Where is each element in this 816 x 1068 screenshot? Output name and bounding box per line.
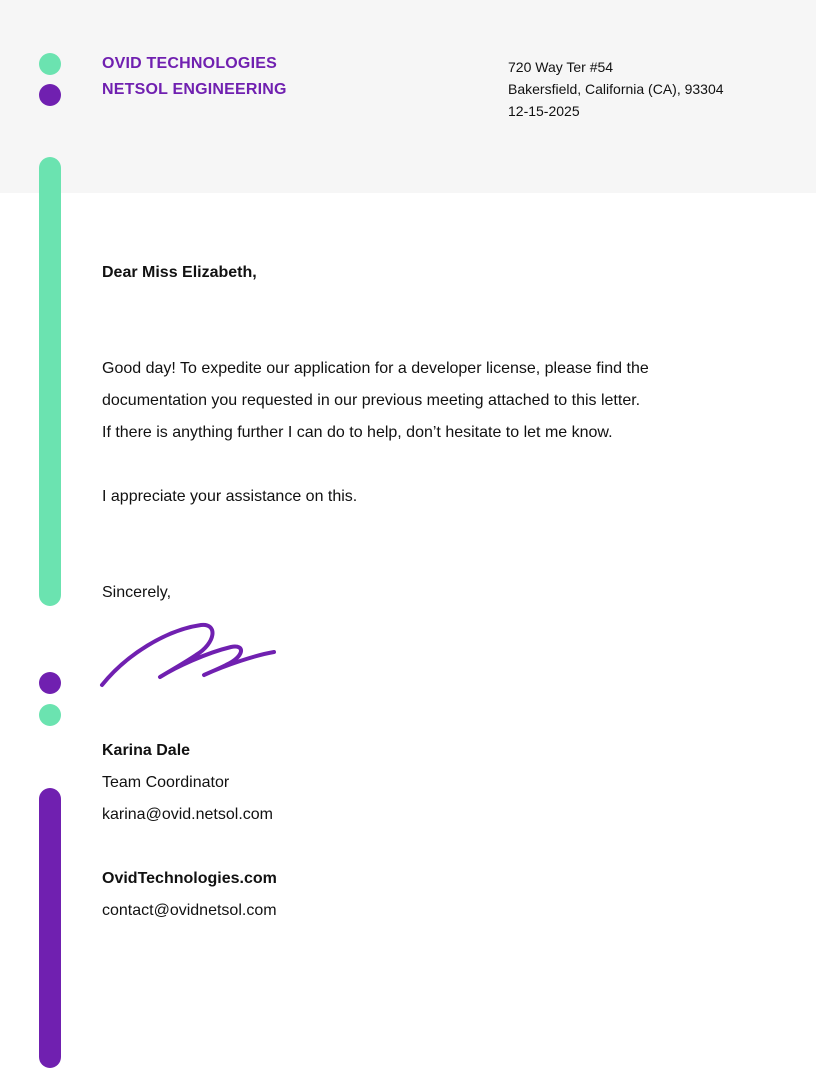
closing: Sincerely, xyxy=(102,584,172,601)
signer-name: Karina Dale xyxy=(102,742,191,759)
company-name-line1: OVID TECHNOLOGIES xyxy=(102,55,277,72)
purple-dot-bottom xyxy=(39,672,61,694)
company-email[interactable]: contact@ovidnetsol.com xyxy=(102,902,277,919)
address-line-2: Bakersfield, California (CA), 93304 xyxy=(508,81,724,97)
address-line-1: 720 Way Ter #54 xyxy=(508,59,614,75)
purple-accent-bar xyxy=(39,788,61,1068)
green-dot-top xyxy=(39,53,61,75)
company-name-line2: NETSOL ENGINEERING xyxy=(102,81,287,98)
signer-title: Team Coordinator xyxy=(102,774,230,791)
signature-stroke xyxy=(102,625,274,685)
salutation: Dear Miss Elizabeth, xyxy=(102,264,257,281)
body-line: If there is anything further I can do to help, don’t hesitate to let me know. xyxy=(102,424,613,441)
signer-email[interactable]: karina@ovid.netsol.com xyxy=(102,806,273,823)
body-line: Good day! To expedite our application for a developer license, please find the xyxy=(102,360,649,377)
sender-address-block xyxy=(508,56,724,122)
appreciation-line: I appreciate your assistance on this. xyxy=(102,488,358,505)
letter-date: 12-15-2025 xyxy=(508,103,580,119)
signature-image xyxy=(96,615,286,695)
green-accent-bar xyxy=(39,157,61,606)
company-website[interactable]: OvidTechnologies.com xyxy=(102,870,277,887)
letter-body xyxy=(102,353,649,449)
body-line: documentation you requested in our previous meeting attached to this letter. xyxy=(102,392,641,409)
purple-dot-top xyxy=(39,84,61,106)
green-dot-bottom xyxy=(39,704,61,726)
